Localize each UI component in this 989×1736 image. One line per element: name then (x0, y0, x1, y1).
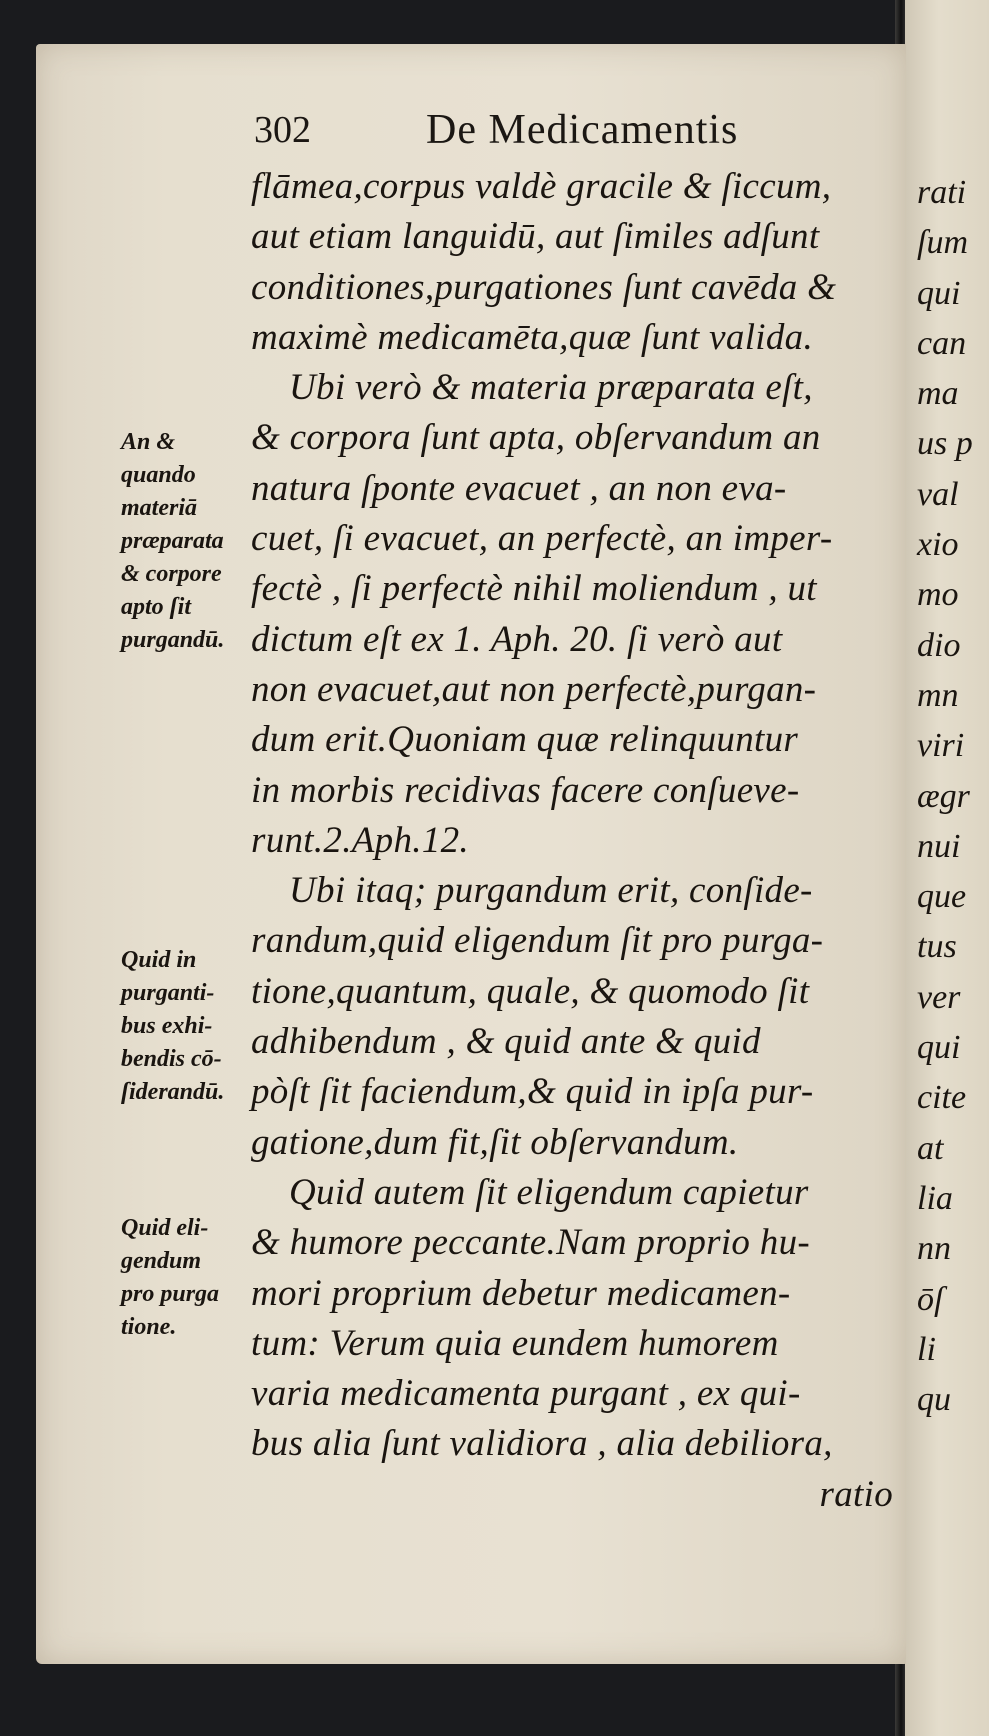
margin-note (121, 426, 224, 657)
text-line: varia medicamenta purgant , ex qui- (251, 1373, 801, 1415)
margin-note-line: bus exhi- (121, 1013, 213, 1039)
margin-note-line: Quid in (121, 947, 197, 973)
facing-line: ōſ (917, 1280, 944, 1318)
margin-note-line: bendis cō- (121, 1046, 222, 1072)
facing-line: us p (917, 425, 973, 463)
text-line: non evacuet,aut non perfectè,purgan- (251, 668, 817, 710)
text-line: tum: Verum quia eundem humorem (251, 1322, 779, 1364)
text-line: Quid autem ſit eligendum capietur (289, 1171, 809, 1213)
margin-note-line: ſiderandū. (121, 1079, 225, 1105)
facing-line: xio (917, 526, 959, 564)
text-line: dictum eſt ex 1. Aph. 20. ſi verò aut (251, 618, 783, 660)
facing-line: mo (917, 576, 959, 614)
facing-page-text (905, 168, 973, 1425)
text-line: dum erit.Quoniam quæ relinquuntur (251, 719, 799, 761)
catchword: ratio (819, 1473, 893, 1515)
text-line: aut etiam languidū, aut ſimiles adſunt (251, 216, 820, 258)
facing-line: que (917, 878, 967, 916)
margin-note-line: purganti- (121, 980, 215, 1006)
text-line: Ubi itaq; purgandum erit, conſide- (289, 870, 813, 912)
facing-page (905, 0, 989, 1736)
facing-line: li (917, 1330, 936, 1368)
facing-line: tus (917, 928, 957, 966)
facing-line: qui (917, 1029, 961, 1067)
facing-line: qu (917, 1381, 951, 1419)
margin-note-line: præparata (121, 528, 224, 554)
text-line: bus alia ſunt validiora , alia debiliora, (251, 1423, 833, 1465)
text-line: maximè medicamēta,quæ ſunt valida. (251, 316, 814, 358)
text-line: & corpora ſunt apta, obſervandum an (251, 417, 821, 459)
facing-line: ver (917, 978, 961, 1016)
margin-note-line: tione. (121, 1314, 177, 1340)
facing-line: can (917, 324, 967, 362)
text-line: mori proprium debetur medicamen- (251, 1272, 791, 1314)
facing-line: ægr (917, 777, 970, 815)
facing-line: ſum (917, 224, 968, 262)
text-line: randum,quid eligendum ſit pro purga- (251, 920, 824, 962)
margin-note-line: quando (121, 462, 196, 488)
text-line: tione,quantum, quale, & quomodo ſit (251, 970, 810, 1012)
margin-note-line: gendum (121, 1248, 202, 1274)
text-line: conditiones,purgationes ſunt cavēda & (251, 266, 837, 308)
facing-line: mn (917, 676, 959, 714)
facing-line: dio (917, 626, 961, 664)
text-line: gatione,dum fit,ſit obſervandum. (251, 1121, 739, 1163)
text-line: & humore peccante.Nam proprio hu- (251, 1222, 810, 1264)
text-line: cuet, ſi evacuet, an perfectè, an imper- (251, 518, 833, 560)
text-line: fectè , ſi perfectè nihil moliendum , ut (251, 568, 817, 610)
book-page (36, 44, 906, 1664)
running-head (36, 108, 906, 158)
text-line: adhibendum , & quid ante & quid (251, 1021, 761, 1063)
facing-line: ma (917, 375, 959, 413)
facing-line: nn (917, 1230, 951, 1268)
facing-line: val (917, 475, 959, 513)
text-line: Ubi verò & materia præparata eſt, (289, 367, 813, 409)
margin-note-line: Quid eli- (121, 1215, 209, 1241)
margin-note-line: & corpore (121, 561, 222, 587)
facing-line: lia (917, 1179, 953, 1217)
facing-line: cite (917, 1079, 967, 1117)
margin-note-line: pro purga (121, 1281, 220, 1307)
page-number: 302 (254, 109, 311, 151)
running-title: De Medicamentis (426, 107, 739, 153)
margin-note-line: purgandū. (121, 627, 225, 653)
margin-note-line: materiā (121, 495, 197, 521)
facing-line: at (917, 1129, 944, 1167)
facing-line: qui (917, 274, 961, 312)
text-line: pòſt ſit faciendum,& quid in ipſa pur- (251, 1071, 814, 1113)
margin-note (121, 1212, 219, 1344)
margin-note (121, 944, 224, 1109)
text-line: flāmea,corpus valdè gracile & ſiccum, (251, 166, 832, 207)
text-line: natura ſponte evacuet , an non eva- (251, 467, 787, 509)
text-line: in morbis recidivas facere conſueve- (251, 769, 800, 811)
facing-line: nui (917, 827, 961, 865)
facing-line: rati (917, 174, 967, 211)
body-text (251, 162, 911, 1520)
margin-note-line: An & (121, 429, 176, 455)
margin-note-line: apto ſit (121, 594, 191, 620)
text-line: runt.2.Aph.12. (251, 819, 469, 861)
facing-line: viri (917, 727, 965, 765)
